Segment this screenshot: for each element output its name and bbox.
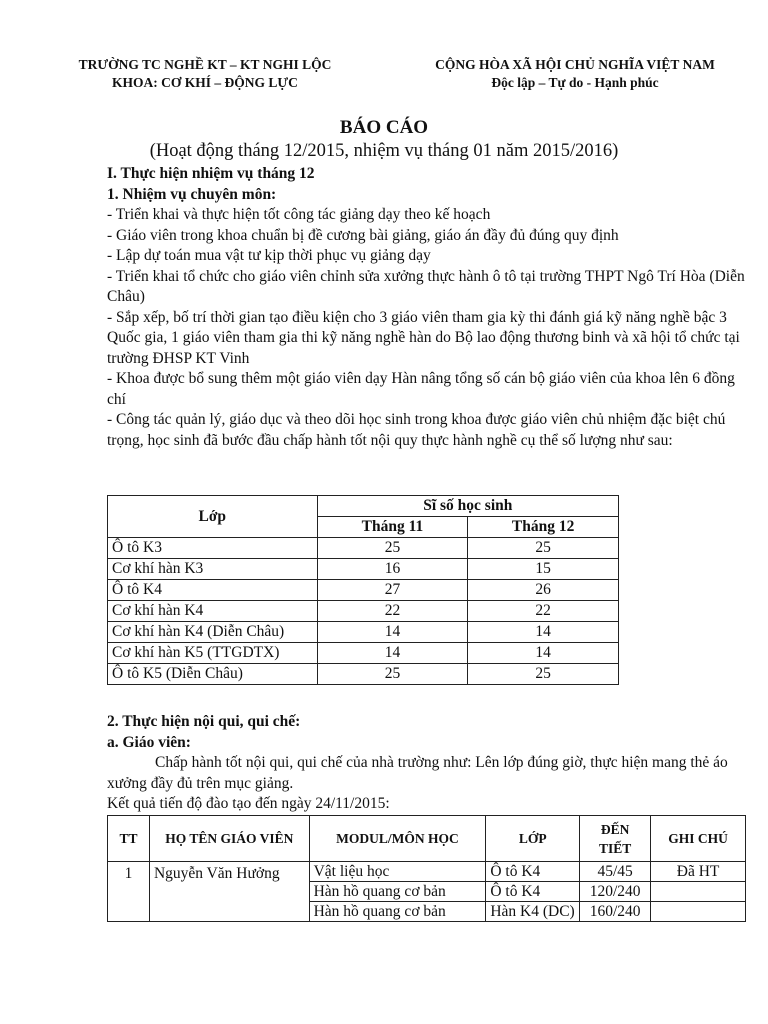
bullet-item: - Công tác quản lý, giáo dục và theo dõi học sinh trong khoa được giáo viên chủ nhiệm đặc biệt chú trọng, học sinh đã bước đầu chấp hành tốt nội quy thực hành nghề cụ thể số lượng như sau: xyxy=(107,411,726,449)
class-cell: Ô tô K4 xyxy=(108,580,318,601)
class-cell: Ô tô K4 xyxy=(486,882,580,902)
month11-cell: 22 xyxy=(317,601,468,622)
class-cell: Hàn K4 (DC) xyxy=(486,902,580,922)
month11-cell: 16 xyxy=(317,559,468,580)
teacher-progress-table xyxy=(107,815,746,922)
table-row xyxy=(108,622,619,643)
class-cell: Ô tô K5 (Diễn Châu) xyxy=(108,664,318,685)
class-cell: Cơ khí hàn K3 xyxy=(108,559,318,580)
section-2-sub-heading: a. Giáo viên: xyxy=(107,733,191,751)
progress-cell: 120/240 xyxy=(580,882,651,902)
national-title: CỘNG HÒA XÃ HỘI CHỦ NGHĨA VIỆT NAM xyxy=(435,57,715,72)
month11-cell: 25 xyxy=(317,538,468,559)
col-tt-header: TT xyxy=(108,816,150,862)
table-row xyxy=(108,601,619,622)
student-count-table xyxy=(107,495,619,685)
teacher-name-cell: Nguyễn Văn Hưởng xyxy=(149,862,309,922)
month11-cell: 27 xyxy=(317,580,468,601)
bullet-item: - Sắp xếp, bố trí thời gian tạo điều kiện cho 3 giáo viên tham gia kỳ thi đánh giá kỹ năng nghề bậc 3 Quốc gia, 1 giáo viên tham gia thi kỹ năng nghề hàn do Bộ lao động thương binh và xã hội tổ chức tại trường ĐHSP KT Vinh xyxy=(107,308,740,367)
bullet-item: - Triển khai và thực hiện tốt công tác giảng dạy theo kế hoạch xyxy=(107,206,491,223)
section-1-sub-heading: 1. Nhiệm vụ chuyên môn: xyxy=(107,185,277,203)
table-row xyxy=(108,580,619,601)
progress-cell: 45/45 xyxy=(580,862,651,882)
month12-cell: 14 xyxy=(468,643,619,664)
month12-cell: 22 xyxy=(468,601,619,622)
month12-cell: 25 xyxy=(468,538,619,559)
report-title: BÁO CÁO xyxy=(339,117,429,138)
col-class-header: Lớp xyxy=(108,496,318,538)
section-1-heading: I. Thực hiện nhiệm vụ tháng 12 xyxy=(107,165,315,182)
col-note-header: GHI CHÚ xyxy=(651,816,746,862)
col-progress-header xyxy=(580,816,651,862)
national-motto: Độc lập – Tự do - Hạnh phúc xyxy=(491,75,659,90)
school-header xyxy=(50,56,360,92)
bullet-item: - Khoa được bổ sung thêm một giáo viên dạy Hàn nâng tổng số cán bộ giáo viên của khoa lên 6 đồng chí xyxy=(107,370,735,408)
section-2-heading: 2. Thực hiện nội qui, qui chế: xyxy=(107,713,301,730)
bullet-item: - Giáo viên trong khoa chuẩn bị đề cương bài giảng, giáo án đầy đủ đúng quy định xyxy=(107,226,619,244)
class-cell: Ô tô K4 xyxy=(486,862,580,882)
col-month11-header: Tháng 11 xyxy=(317,517,468,538)
month11-cell: 25 xyxy=(317,664,468,685)
faculty-name: KHOA: CƠ KHÍ – ĐỘNG LỰC xyxy=(112,75,298,90)
class-cell: Cơ khí hàn K5 (TTGDTX) xyxy=(108,643,318,664)
section-1 xyxy=(107,164,747,451)
table-row xyxy=(108,862,746,882)
col-group-header: Sĩ số học sinh xyxy=(317,496,618,517)
col-teacher-header: HỌ TÊN GIÁO VIÊN xyxy=(149,816,309,862)
note-cell xyxy=(651,902,746,922)
month11-cell: 14 xyxy=(317,643,468,664)
table-row xyxy=(108,559,619,580)
class-cell: Ô tô K3 xyxy=(108,538,318,559)
progress-cell: 160/240 xyxy=(580,902,651,922)
month12-cell: 26 xyxy=(468,580,619,601)
month12-cell: 25 xyxy=(468,664,619,685)
bullet-item: - Triển khai tổ chức cho giáo viên chỉnh sửa xưởng thực hành ô tô tại trường THPT Ngô Trí Hòa (Diễn Châu) xyxy=(107,267,745,305)
module-cell: Hàn hồ quang cơ bản xyxy=(309,882,486,902)
report-subtitle: (Hoạt động tháng 12/2015, nhiệm vụ tháng 01 năm 2015/2016) xyxy=(149,141,619,161)
table-row xyxy=(108,538,619,559)
month12-cell: 15 xyxy=(468,559,619,580)
class-cell: Cơ khí hàn K4 xyxy=(108,601,318,622)
col-month12-header: Tháng 12 xyxy=(468,517,619,538)
section-2 xyxy=(107,712,747,815)
table-header-row xyxy=(108,496,619,517)
col-progress-line1: ĐẾN xyxy=(600,821,630,837)
month12-cell: 14 xyxy=(468,622,619,643)
bullet-item: - Lập dự toán mua vật tư kịp thời phục vụ giảng dạy xyxy=(107,247,431,264)
note-cell: Đã HT xyxy=(651,862,746,882)
col-module-header: MODUL/MÔN HỌC xyxy=(309,816,486,862)
table-row xyxy=(108,643,619,664)
section-2-paragraph: Chấp hành tốt nội qui, qui chế của nhà trường như: Lên lớp đúng giờ, thực hiện mang thẻ áo xưởng đầy đủ trên mục giảng. xyxy=(107,754,728,792)
month11-cell: 14 xyxy=(317,622,468,643)
note-cell xyxy=(651,882,746,902)
class-cell: Cơ khí hàn K4 (Diễn Châu) xyxy=(108,622,318,643)
national-header xyxy=(400,56,750,92)
progress-caption: Kết quả tiến độ đào tạo đến ngày 24/11/2015: xyxy=(107,795,390,812)
table-row xyxy=(108,664,619,685)
col-class-header: LỚP xyxy=(486,816,580,862)
module-cell: Vật liệu học xyxy=(309,862,486,882)
col-progress-line2: TIẾT xyxy=(599,840,632,856)
module-cell: Hàn hồ quang cơ bản xyxy=(309,902,486,922)
table-header-row xyxy=(108,816,746,862)
tt-cell: 1 xyxy=(108,862,150,922)
school-name: TRƯỜNG TC NGHỀ KT – KT NGHI LỘC xyxy=(78,57,332,72)
